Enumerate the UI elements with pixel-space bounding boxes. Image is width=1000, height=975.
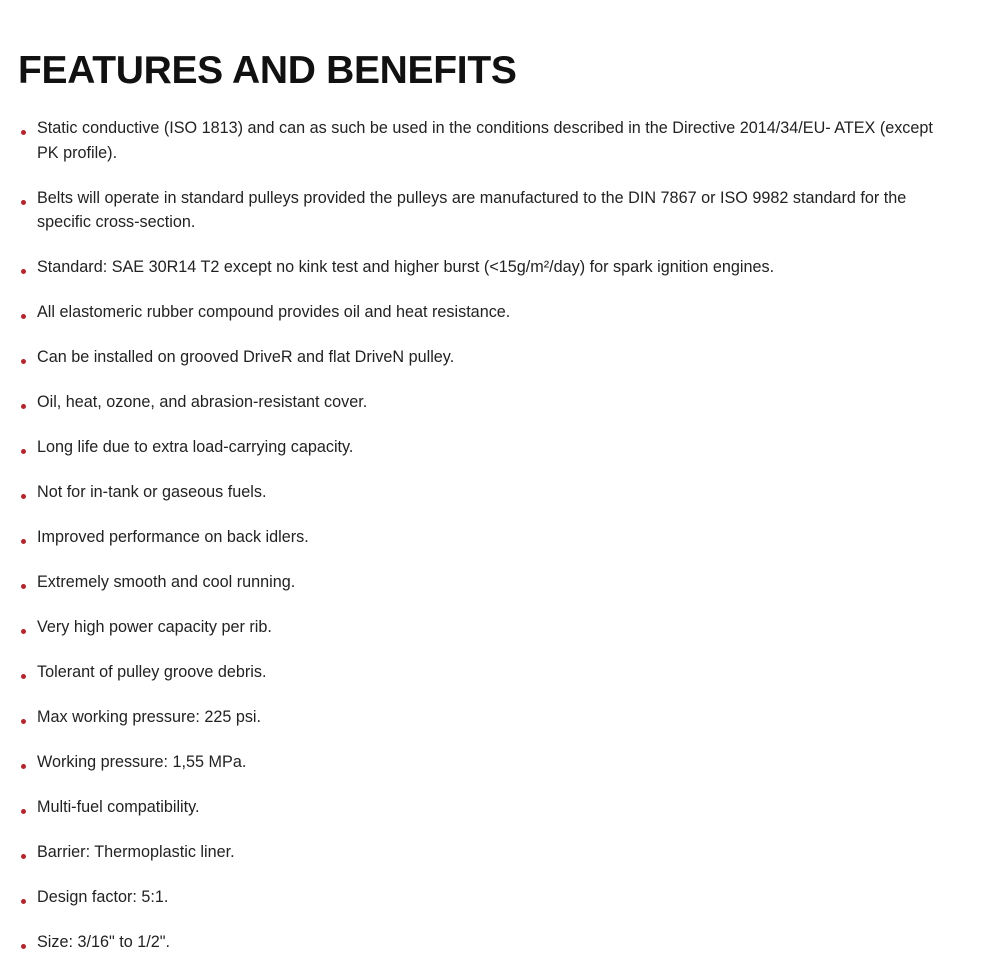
list-item — [18, 885, 953, 910]
list-item-text: Long life due to extra load-carrying capacity. — [37, 438, 354, 456]
list-item-text: Static conductive (ISO 1813) and can as such be used in the conditions described in the Directive 2014/34/EU- ATEX (except PK profile). — [37, 119, 933, 162]
bullet-icon — [21, 944, 26, 949]
list-item-text: Belts will operate in standard pulleys provided the pulleys are manufactured to the DIN 7867 or ISO 9982 standard for the specific cross-section. — [37, 188, 907, 231]
bullet-icon — [21, 314, 26, 319]
bullet-icon — [21, 269, 26, 274]
list-item-text: Standard: SAE 30R14 T2 except no kink test and higher burst (<15g/m²/day) for spark ignition engines. — [37, 258, 775, 276]
list-item — [18, 345, 953, 370]
list-item-text: Barrier: Thermoplastic liner. — [37, 843, 235, 861]
bullet-icon — [21, 449, 26, 454]
bullet-icon — [21, 629, 26, 634]
bullet-icon — [21, 359, 26, 364]
list-item — [18, 480, 953, 505]
list-item-text: Very high power capacity per rib. — [37, 618, 272, 636]
bullet-icon — [21, 130, 26, 135]
list-item — [18, 186, 953, 235]
list-item-text: Oil, heat, ozone, and abrasion-resistant cover. — [37, 393, 368, 411]
bullet-icon — [21, 494, 26, 499]
list-item — [18, 255, 953, 280]
bullet-icon — [21, 584, 26, 589]
list-item-text: All elastomeric rubber compound provides oil and heat resistance. — [37, 303, 511, 321]
bullet-icon — [21, 539, 26, 544]
list-item-text: Working pressure: 1,55 MPa. — [37, 753, 247, 771]
bullet-icon — [21, 674, 26, 679]
list-item-text: Improved performance on back idlers. — [37, 528, 309, 546]
list-item-text: Not for in-tank or gaseous fuels. — [37, 483, 267, 501]
list-item — [18, 840, 953, 865]
bullet-icon — [21, 200, 26, 205]
list-item-text: Design factor: 5:1. — [37, 888, 169, 906]
bullet-icon — [21, 854, 26, 859]
list-item-text: Max working pressure: 225 psi. — [37, 708, 262, 726]
bullet-icon — [21, 899, 26, 904]
list-item-text: Multi-fuel compatibility. — [37, 798, 200, 816]
bullet-icon — [21, 719, 26, 724]
list-item — [18, 300, 953, 325]
list-item — [18, 615, 953, 640]
list-item — [18, 116, 953, 165]
feature-list — [18, 116, 953, 975]
list-item — [18, 705, 953, 730]
list-item-text: Extremely smooth and cool running. — [37, 573, 296, 591]
list-item — [18, 525, 953, 550]
list-item-text: Size: 3/16" to 1/2". — [37, 933, 170, 951]
bullet-icon — [21, 809, 26, 814]
list-item — [18, 795, 953, 820]
list-item-text: Can be installed on grooved DriveR and flat DriveN pulley. — [37, 348, 455, 366]
bullet-icon — [21, 404, 26, 409]
section-title: FEATURES AND BENEFITS — [18, 49, 517, 92]
list-item — [18, 570, 953, 595]
list-item — [18, 750, 953, 775]
bullet-icon — [21, 764, 26, 769]
list-item-text: Tolerant of pulley groove debris. — [37, 663, 267, 681]
features-section — [18, 48, 968, 951]
list-item — [18, 390, 953, 415]
list-item — [18, 435, 953, 460]
list-item — [18, 930, 953, 955]
list-item — [18, 660, 953, 685]
